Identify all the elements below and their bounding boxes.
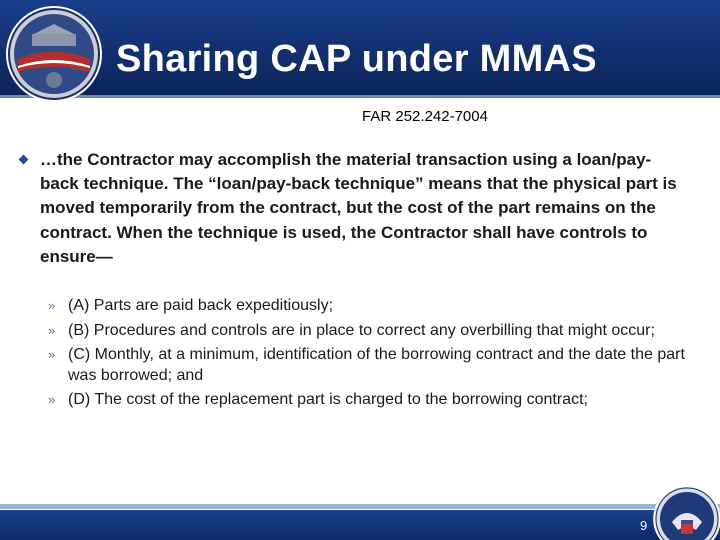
main-bullet (20, 148, 700, 269)
footer-band (0, 510, 720, 540)
double-chevron-icon: » (48, 322, 56, 338)
list-item (48, 390, 688, 411)
dod-seal-icon (652, 484, 720, 540)
double-chevron-icon: » (48, 347, 56, 362)
list-item-text: (C) Monthly, at a minimum, identification of the borrowing contract and the date the part was borrowed; and (68, 346, 685, 384)
double-chevron-icon: » (48, 392, 56, 407)
list-item-text: (A) Parts are paid back expeditiously; (68, 297, 334, 314)
diamond-bullet-icon (19, 155, 29, 165)
list-item (48, 296, 688, 317)
header-divider (0, 95, 720, 98)
list-item-text: (D) The cost of the replacement part is charged to the borrowing contract; (68, 391, 588, 408)
list-item (48, 321, 688, 342)
list-item (48, 345, 688, 386)
double-chevron-icon: » (48, 298, 56, 313)
sub-bullet-list (48, 296, 688, 415)
main-bullet-text: …the Contractor may accomplish the material transaction using a loan/pay-back technique. The “loan/pay-back technique” means that the physical part is moved temporarily from the contract, but the cost of the part remains on the contract. When the technique is used, the Contractor shall have controls to ensure— (40, 150, 677, 266)
subtitle (0, 108, 720, 125)
agency-seal-icon (4, 4, 104, 104)
list-item-text: (B) Procedures and controls are in place to correct any overbilling that might occur; (68, 321, 655, 339)
slide-title: Sharing CAP under MMAS (116, 38, 597, 80)
footer-stripe (0, 504, 720, 509)
subtitle-text: FAR 252.242-7004 (362, 108, 488, 125)
page-number: 9 (640, 518, 648, 533)
